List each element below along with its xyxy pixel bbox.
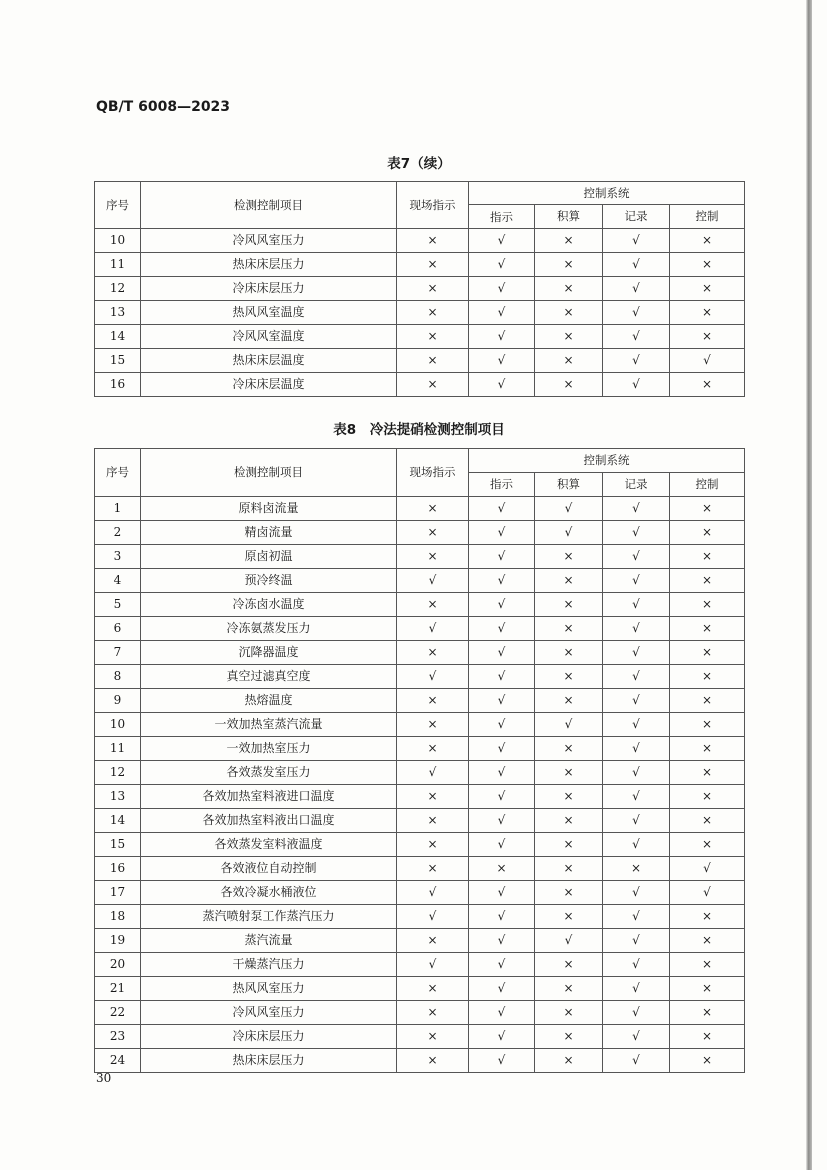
row-seq: 10 — [95, 713, 141, 737]
cell-indicate: √ — [469, 689, 535, 713]
row-seq: 17 — [95, 881, 141, 905]
cell-control: × — [670, 833, 745, 857]
cell-local-indication: × — [397, 929, 469, 953]
cell-record: √ — [603, 737, 670, 761]
row-item-name: 各效蒸发室压力 — [141, 761, 397, 785]
cell-indicate: √ — [469, 833, 535, 857]
cell-control: × — [670, 593, 745, 617]
row-item-name: 各效冷凝水桶液位 — [141, 881, 397, 905]
cell-record: √ — [603, 617, 670, 641]
cell-local-indication: × — [397, 1049, 469, 1073]
cell-indicate: √ — [469, 349, 535, 373]
row-item-name: 原料卤流量 — [141, 497, 397, 521]
cell-local-indication: × — [397, 373, 469, 397]
table-row — [95, 1025, 745, 1049]
col-header-control-system: 控制系统 — [469, 449, 745, 473]
row-item-name: 蒸汽喷射泵工作蒸汽压力 — [141, 905, 397, 929]
cell-totalize: × — [535, 1025, 603, 1049]
cell-totalize: × — [535, 665, 603, 689]
cell-totalize: × — [535, 833, 603, 857]
row-seq: 14 — [95, 325, 141, 349]
row-item-name: 热风风室温度 — [141, 301, 397, 325]
table-row — [95, 617, 745, 641]
cell-record: √ — [603, 253, 670, 277]
col-header-seq: 序号 — [95, 449, 141, 497]
cell-control: × — [670, 641, 745, 665]
cell-control: × — [670, 809, 745, 833]
cell-indicate: √ — [469, 253, 535, 277]
table-row — [95, 881, 745, 905]
cell-indicate: √ — [469, 1001, 535, 1025]
cell-local-indication: × — [397, 737, 469, 761]
cell-local-indication: × — [397, 253, 469, 277]
table-row — [95, 761, 745, 785]
cell-record: √ — [603, 593, 670, 617]
cell-control: × — [670, 1025, 745, 1049]
col-header-seq: 序号 — [95, 182, 141, 229]
cell-control: × — [670, 905, 745, 929]
table-row — [95, 253, 745, 277]
cell-local-indication: × — [397, 857, 469, 881]
cell-indicate: √ — [469, 569, 535, 593]
cell-local-indication: √ — [397, 569, 469, 593]
cell-record: √ — [603, 373, 670, 397]
row-seq: 12 — [95, 277, 141, 301]
cell-local-indication: √ — [397, 665, 469, 689]
cell-local-indication: × — [397, 545, 469, 569]
cell-record: √ — [603, 497, 670, 521]
cell-control: √ — [670, 857, 745, 881]
cell-local-indication: × — [397, 497, 469, 521]
cell-record: √ — [603, 325, 670, 349]
col-header-totalize: 积算 — [535, 473, 603, 497]
cell-record: √ — [603, 689, 670, 713]
row-seq: 10 — [95, 229, 141, 253]
cell-totalize: √ — [535, 713, 603, 737]
row-item-name: 热床床层压力 — [141, 253, 397, 277]
col-header-indicate: 指示 — [469, 473, 535, 497]
row-seq: 16 — [95, 857, 141, 881]
cell-control: × — [670, 277, 745, 301]
cell-record: × — [603, 857, 670, 881]
table-row — [95, 497, 745, 521]
row-seq: 8 — [95, 665, 141, 689]
cell-local-indication: × — [397, 977, 469, 1001]
cell-local-indication: × — [397, 713, 469, 737]
col-header-control: 控制 — [670, 205, 745, 229]
cell-control: × — [670, 497, 745, 521]
cell-indicate: √ — [469, 881, 535, 905]
cell-record: √ — [603, 953, 670, 977]
row-item-name: 冷风风室压力 — [141, 229, 397, 253]
table8-caption: 表8 冷法提硝检测控制项目 — [333, 422, 505, 438]
cell-indicate: √ — [469, 497, 535, 521]
row-seq: 6 — [95, 617, 141, 641]
row-item-name: 冷冻卤水温度 — [141, 593, 397, 617]
cell-control: × — [670, 665, 745, 689]
cell-local-indication: × — [397, 301, 469, 325]
table-row — [95, 349, 745, 373]
row-seq: 22 — [95, 1001, 141, 1025]
cell-indicate: √ — [469, 521, 535, 545]
table-row — [95, 325, 745, 349]
cell-record: √ — [603, 833, 670, 857]
cell-local-indication: × — [397, 1001, 469, 1025]
cell-control: × — [670, 953, 745, 977]
table-row — [95, 977, 745, 1001]
table-row — [95, 833, 745, 857]
row-seq: 16 — [95, 373, 141, 397]
row-seq: 20 — [95, 953, 141, 977]
cell-control: × — [670, 1049, 745, 1073]
cell-control: × — [670, 301, 745, 325]
cell-control: × — [670, 229, 745, 253]
col-header-item: 检测控制项目 — [141, 182, 397, 229]
row-item-name: 一效加热室压力 — [141, 737, 397, 761]
row-item-name: 热熔温度 — [141, 689, 397, 713]
row-item-name: 各效加热室料液进口温度 — [141, 785, 397, 809]
cell-record: √ — [603, 569, 670, 593]
cell-control: × — [670, 253, 745, 277]
cell-indicate: √ — [469, 737, 535, 761]
cell-local-indication: × — [397, 325, 469, 349]
row-item-name: 干燥蒸汽压力 — [141, 953, 397, 977]
col-header-local-indication: 现场指示 — [397, 449, 469, 497]
table7 — [94, 181, 745, 397]
table-row — [95, 545, 745, 569]
cell-totalize: × — [535, 617, 603, 641]
row-seq: 5 — [95, 593, 141, 617]
cell-local-indication: × — [397, 809, 469, 833]
cell-control: × — [670, 785, 745, 809]
cell-local-indication: × — [397, 593, 469, 617]
cell-totalize: × — [535, 325, 603, 349]
row-item-name: 热床床层压力 — [141, 1049, 397, 1073]
cell-record: √ — [603, 977, 670, 1001]
table-row — [95, 737, 745, 761]
cell-indicate: √ — [469, 977, 535, 1001]
row-seq: 19 — [95, 929, 141, 953]
table-row — [95, 641, 745, 665]
table-row — [95, 689, 745, 713]
cell-record: √ — [603, 809, 670, 833]
cell-totalize: × — [535, 301, 603, 325]
table-row — [95, 301, 745, 325]
cell-totalize: × — [535, 737, 603, 761]
cell-totalize: × — [535, 545, 603, 569]
cell-indicate: √ — [469, 373, 535, 397]
cell-record: √ — [603, 665, 670, 689]
cell-local-indication: × — [397, 277, 469, 301]
table-row — [95, 953, 745, 977]
cell-totalize: × — [535, 349, 603, 373]
cell-totalize: × — [535, 905, 603, 929]
col-header-control: 控制 — [670, 473, 745, 497]
cell-totalize: × — [535, 1001, 603, 1025]
row-seq: 4 — [95, 569, 141, 593]
row-item-name: 精卤流量 — [141, 521, 397, 545]
cell-totalize: × — [535, 689, 603, 713]
cell-record: √ — [603, 929, 670, 953]
cell-record: √ — [603, 545, 670, 569]
row-item-name: 真空过滤真空度 — [141, 665, 397, 689]
row-seq: 15 — [95, 349, 141, 373]
table-row — [95, 593, 745, 617]
cell-control: × — [670, 545, 745, 569]
cell-indicate: √ — [469, 929, 535, 953]
row-item-name: 冷风风室温度 — [141, 325, 397, 349]
cell-record: √ — [603, 1001, 670, 1025]
row-seq: 11 — [95, 253, 141, 277]
row-seq: 12 — [95, 761, 141, 785]
table-row — [95, 857, 745, 881]
cell-totalize: × — [535, 593, 603, 617]
cell-record: √ — [603, 229, 670, 253]
cell-local-indication: × — [397, 785, 469, 809]
cell-record: √ — [603, 301, 670, 325]
table-row — [95, 905, 745, 929]
cell-totalize: × — [535, 373, 603, 397]
cell-indicate: √ — [469, 809, 535, 833]
cell-record: √ — [603, 761, 670, 785]
cell-control: × — [670, 977, 745, 1001]
table-row — [95, 569, 745, 593]
row-item-name: 原卤初温 — [141, 545, 397, 569]
row-item-name: 冷床床层压力 — [141, 1025, 397, 1049]
row-seq: 7 — [95, 641, 141, 665]
cell-local-indication: × — [397, 521, 469, 545]
cell-local-indication: √ — [397, 881, 469, 905]
cell-control: √ — [670, 349, 745, 373]
table-row — [95, 521, 745, 545]
cell-indicate: √ — [469, 229, 535, 253]
cell-indicate: √ — [469, 641, 535, 665]
document-code: QB/T 6008—2023 — [96, 99, 231, 115]
cell-local-indication: × — [397, 641, 469, 665]
cell-record: √ — [603, 1049, 670, 1073]
page-number: 30 — [96, 1071, 112, 1085]
cell-totalize: × — [535, 857, 603, 881]
table-row — [95, 277, 745, 301]
table-row — [95, 713, 745, 737]
cell-control: × — [670, 569, 745, 593]
row-seq: 11 — [95, 737, 141, 761]
cell-indicate: √ — [469, 665, 535, 689]
cell-indicate: √ — [469, 1049, 535, 1073]
row-item-name: 冷冻氨蒸发压力 — [141, 617, 397, 641]
cell-record: √ — [603, 641, 670, 665]
table-row — [95, 229, 745, 253]
cell-record: √ — [603, 785, 670, 809]
col-header-record: 记录 — [603, 205, 670, 229]
cell-local-indication: √ — [397, 761, 469, 785]
row-seq: 13 — [95, 785, 141, 809]
cell-local-indication: √ — [397, 905, 469, 929]
col-header-indicate: 指示 — [469, 205, 535, 229]
cell-record: √ — [603, 349, 670, 373]
col-header-local-indication: 现场指示 — [397, 182, 469, 229]
cell-indicate: × — [469, 857, 535, 881]
cell-control: × — [670, 325, 745, 349]
row-seq: 24 — [95, 1049, 141, 1073]
row-seq: 3 — [95, 545, 141, 569]
col-header-record: 记录 — [603, 473, 670, 497]
cell-indicate: √ — [469, 713, 535, 737]
cell-totalize: × — [535, 253, 603, 277]
cell-indicate: √ — [469, 277, 535, 301]
row-seq: 2 — [95, 521, 141, 545]
cell-record: √ — [603, 1025, 670, 1049]
cell-record: √ — [603, 713, 670, 737]
table-row — [95, 373, 745, 397]
cell-indicate: √ — [469, 301, 535, 325]
cell-local-indication: √ — [397, 953, 469, 977]
table-row — [95, 1049, 745, 1073]
cell-record: √ — [603, 277, 670, 301]
cell-totalize: × — [535, 641, 603, 665]
cell-local-indication: × — [397, 833, 469, 857]
cell-local-indication: × — [397, 229, 469, 253]
col-header-control-system: 控制系统 — [469, 182, 745, 205]
row-seq: 15 — [95, 833, 141, 857]
table-row — [95, 665, 745, 689]
cell-control: √ — [670, 881, 745, 905]
row-seq: 21 — [95, 977, 141, 1001]
cell-indicate: √ — [469, 785, 535, 809]
row-seq: 23 — [95, 1025, 141, 1049]
cell-totalize: × — [535, 977, 603, 1001]
row-item-name: 各效加热室料液出口温度 — [141, 809, 397, 833]
cell-control: × — [670, 713, 745, 737]
cell-control: × — [670, 761, 745, 785]
row-item-name: 各效蒸发室料液温度 — [141, 833, 397, 857]
cell-totalize: × — [535, 785, 603, 809]
cell-totalize: × — [535, 229, 603, 253]
cell-totalize: × — [535, 277, 603, 301]
cell-totalize: √ — [535, 521, 603, 545]
cell-totalize: × — [535, 953, 603, 977]
table7-caption: 表7（续） — [387, 156, 451, 172]
cell-control: × — [670, 737, 745, 761]
cell-record: √ — [603, 521, 670, 545]
cell-control: × — [670, 521, 745, 545]
cell-totalize: × — [535, 761, 603, 785]
row-item-name: 冷床床层温度 — [141, 373, 397, 397]
cell-record: √ — [603, 905, 670, 929]
row-item-name: 各效液位自动控制 — [141, 857, 397, 881]
row-seq: 13 — [95, 301, 141, 325]
cell-indicate: √ — [469, 761, 535, 785]
cell-indicate: √ — [469, 593, 535, 617]
table8 — [94, 448, 745, 1073]
row-item-name: 沉降器温度 — [141, 641, 397, 665]
row-seq: 18 — [95, 905, 141, 929]
cell-indicate: √ — [469, 545, 535, 569]
cell-control: × — [670, 1001, 745, 1025]
row-seq: 9 — [95, 689, 141, 713]
cell-local-indication: × — [397, 349, 469, 373]
cell-control: × — [670, 373, 745, 397]
table-row — [95, 809, 745, 833]
cell-totalize: × — [535, 569, 603, 593]
cell-local-indication: × — [397, 689, 469, 713]
cell-indicate: √ — [469, 953, 535, 977]
row-item-name: 热风风室压力 — [141, 977, 397, 1001]
cell-indicate: √ — [469, 905, 535, 929]
row-seq: 14 — [95, 809, 141, 833]
row-item-name: 热床床层温度 — [141, 349, 397, 373]
row-seq: 1 — [95, 497, 141, 521]
cell-totalize: × — [535, 809, 603, 833]
row-item-name: 一效加热室蒸汽流量 — [141, 713, 397, 737]
col-header-totalize: 积算 — [535, 205, 603, 229]
table-row — [95, 1001, 745, 1025]
cell-control: × — [670, 689, 745, 713]
cell-totalize: √ — [535, 497, 603, 521]
row-item-name: 冷床床层压力 — [141, 277, 397, 301]
cell-control: × — [670, 617, 745, 641]
col-header-item: 检测控制项目 — [141, 449, 397, 497]
row-item-name: 蒸汽流量 — [141, 929, 397, 953]
table-row — [95, 929, 745, 953]
cell-indicate: √ — [469, 617, 535, 641]
cell-indicate: √ — [469, 325, 535, 349]
cell-record: √ — [603, 881, 670, 905]
cell-indicate: √ — [469, 1025, 535, 1049]
cell-totalize: × — [535, 1049, 603, 1073]
cell-totalize: √ — [535, 929, 603, 953]
row-item-name: 预冷终温 — [141, 569, 397, 593]
cell-totalize: × — [535, 881, 603, 905]
cell-local-indication: × — [397, 1025, 469, 1049]
cell-control: × — [670, 929, 745, 953]
cell-local-indication: √ — [397, 617, 469, 641]
table-row — [95, 785, 745, 809]
page-binding-edge — [806, 0, 812, 1170]
row-item-name: 冷风风室压力 — [141, 1001, 397, 1025]
